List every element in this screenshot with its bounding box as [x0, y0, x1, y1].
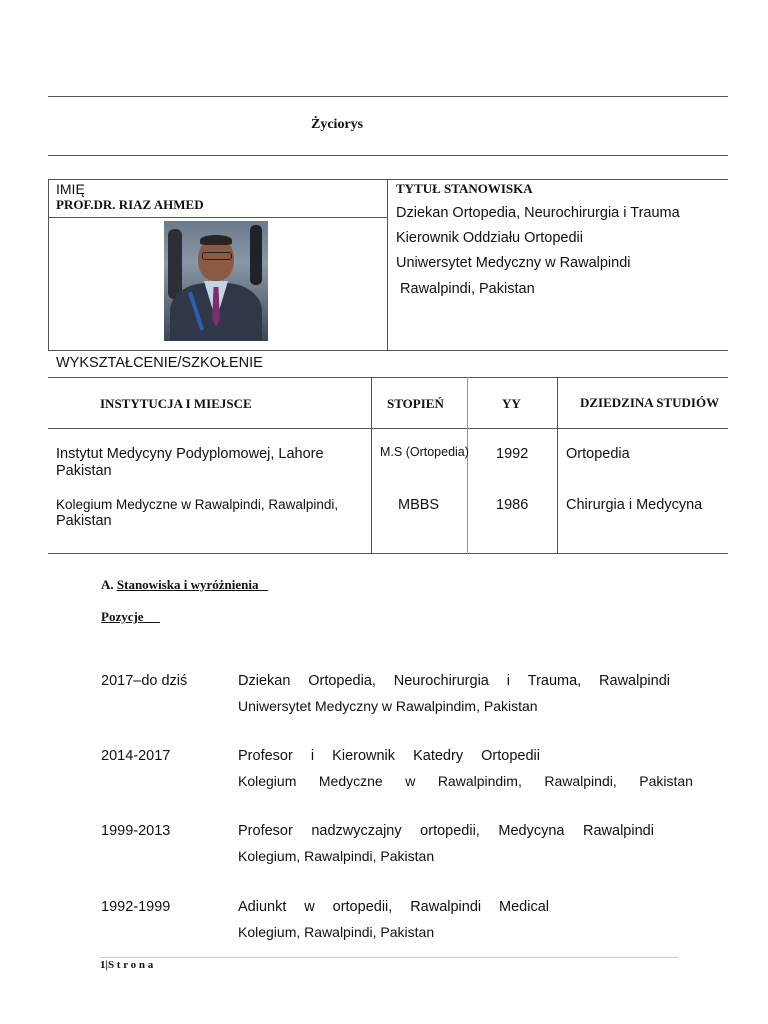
name-value: PROF.DR. RIAZ AHMED [56, 197, 204, 212]
position-title [238, 748, 540, 764]
edu-row-2-field: Chirurgia i Medycyna [566, 497, 703, 513]
position-years: 1992-1999 [101, 899, 171, 915]
title-bottom-rule [48, 155, 728, 156]
position-title-word: i [506, 673, 510, 689]
top-rule [48, 96, 728, 97]
section-a-prefix: A. [101, 577, 114, 592]
edu-header-degree: STOPIEŃ [387, 396, 444, 411]
footer-rule [100, 957, 678, 958]
position-institution [238, 773, 693, 789]
position-label: TYTUŁ STANOWISKA [396, 181, 533, 196]
edu-table-top [48, 377, 728, 378]
edu-row-2-institution [56, 496, 338, 530]
position-title-word: Medycyna [498, 823, 565, 839]
position-institution-word: Rawalpindim, [437, 773, 522, 789]
position-title-word: Katedry [413, 748, 464, 764]
edu-header-field: DZIEDZINA STUDIÓW [580, 395, 720, 410]
position-years: 2014-2017 [101, 748, 171, 764]
page-title: Życiorys [311, 117, 364, 132]
position-institution: Kolegium, Rawalpindi, Pakistan [238, 848, 435, 864]
section-a-title: Stanowiska i wyróżnienia [116, 577, 259, 592]
info-table-bottom [48, 350, 728, 351]
edu-col-divider-3 [557, 377, 558, 554]
section-a-heading [101, 577, 268, 593]
edu-row-2-year: 1986 [496, 497, 529, 513]
name-label: IMIĘ [56, 181, 85, 197]
edu-row-2-institution-line2: Pakistan [56, 513, 112, 529]
position-institution-word: Kolegium [238, 773, 297, 789]
edu-row-2-degree: MBBS [398, 497, 440, 513]
position-title-word: nadzwyczajny [311, 823, 402, 839]
position-title-word: Neurochirurgia [393, 673, 489, 689]
edu-row-2-institution-line1: Kolegium Medyczne w Rawalpindi, Rawalpindi, [56, 497, 339, 512]
edu-row-1-institution-line1: Instytut Medycyny Podyplomowej, Lahore [56, 446, 324, 462]
info-table-left [48, 179, 49, 350]
edu-row-1-degree: M.S (Ortopedia) [380, 445, 469, 459]
position-title-word: Rawalpindi [410, 899, 482, 915]
position-line-2: Kierownik Oddziału Ortopedii [396, 230, 583, 246]
edu-col-divider-2 [467, 377, 468, 554]
position-title-word: Kierownik [332, 748, 396, 764]
edu-header-bottom [48, 428, 728, 429]
edu-row-1-year: 1992 [496, 446, 529, 462]
edu-row-1-institution-line2: Pakistan [56, 463, 112, 479]
page-footer: 1|S t r o n a [100, 959, 154, 971]
position-title-word: Adiunkt [238, 899, 287, 915]
page-number: 1 [100, 959, 106, 971]
position-line-4: Rawalpindi, Pakistan [396, 281, 535, 297]
position-line-1: Dziekan Ortopedia, Neurochirurgia i Trauma [396, 205, 680, 221]
edu-table-bottom [48, 553, 728, 554]
position-title-word: Rawalpindi [599, 673, 670, 689]
position-title [238, 899, 549, 915]
edu-row-1-institution [56, 446, 324, 480]
position-title-word: Profesor [238, 823, 293, 839]
edu-row-1-field: Ortopedia [566, 446, 630, 462]
profile-photo [164, 221, 268, 341]
position-years: 1999-2013 [101, 823, 171, 839]
position-years: 2017–do dziś [101, 673, 188, 689]
position-institution-word: Medyczne [318, 773, 383, 789]
page-word: S t r o n a [107, 959, 154, 971]
position-title-word: Medical [499, 899, 549, 915]
position-institution-word: w [405, 773, 416, 789]
position-title-word: w [304, 899, 315, 915]
position-line-3: Uniwersytet Medyczny w Rawalpindi [396, 255, 631, 271]
position-title-word: Ortopedia, [308, 673, 376, 689]
position-institution-word: Pakistan [639, 773, 693, 789]
info-name-rule [48, 217, 388, 218]
edu-header-institution: INSTYTUCJA I MIEJSCE [100, 396, 252, 411]
info-table-divider [387, 179, 388, 350]
position-title-word: Ortopedii [481, 748, 540, 764]
education-label: WYKSZTAŁCENIE/SZKOŁENIE [56, 355, 263, 371]
position-title-word: i [310, 748, 315, 764]
info-table-top [48, 179, 728, 180]
edu-col-divider-1 [371, 377, 372, 554]
position-title-word: Profesor [238, 748, 293, 764]
position-title-word: ortopedii, [332, 899, 393, 915]
edu-header-year: YY [502, 396, 521, 411]
position-title-word: Rawalpindi [583, 823, 654, 839]
position-institution: Kolegium, Rawalpindi, Pakistan [238, 924, 435, 940]
position-title [238, 673, 670, 689]
position-title-word: ortopedii, [420, 823, 480, 839]
positions-subheading: Pozycje [101, 609, 144, 624]
position-title [238, 823, 654, 839]
position-institution: Uniwersytet Medyczny w Rawalpindim, Pakistan [238, 698, 538, 714]
position-institution-word: Rawalpindi, [544, 773, 617, 789]
position-title-word: Trauma, [527, 673, 582, 689]
position-title-word: Dziekan [238, 673, 291, 689]
